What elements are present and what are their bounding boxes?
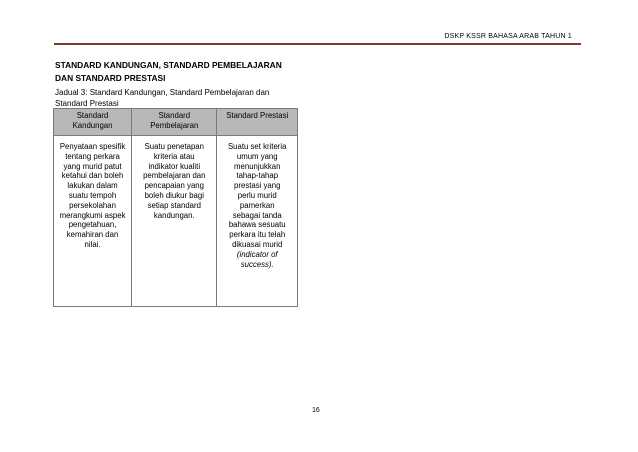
cell-line: pamerkan xyxy=(239,200,275,210)
cell-line: kriteria atau xyxy=(153,151,195,161)
cell-line: boleh diukur bagi xyxy=(144,190,204,200)
header-text: Kandungan xyxy=(72,120,113,130)
header-rule xyxy=(54,43,581,45)
header-standard-pembelajaran xyxy=(132,109,217,136)
cell-line: ketahui dan boleh xyxy=(61,171,124,181)
section-title xyxy=(55,59,282,85)
header-standard-prestasi xyxy=(217,109,298,136)
cell-line: lakukan dalam xyxy=(67,181,118,191)
cell-line-italic: (indicator of xyxy=(236,249,278,259)
cell-line: suatu tempoh xyxy=(68,190,117,200)
cell-line: Suatu set kriteria xyxy=(227,142,287,151)
header-text: Standard Prestasi xyxy=(226,111,289,120)
cell-line: prestasi yang xyxy=(234,181,281,191)
cell-line: nilai. xyxy=(84,239,101,249)
table-header-row xyxy=(54,109,298,136)
cell-kandungan-definition xyxy=(54,136,132,307)
cell-line: yang murid patut xyxy=(63,161,122,171)
table-row xyxy=(54,136,298,307)
cell-line: setiap standard xyxy=(147,200,201,210)
table-caption xyxy=(55,87,295,109)
cell-pembelajaran-definition xyxy=(132,136,217,307)
caption-line-1: Jadual 3: Standard Kandungan, Standard Pembelajaran dan xyxy=(55,88,270,97)
title-line-2: DAN STANDARD PRESTASI xyxy=(55,73,166,83)
cell-line: perkara itu telah xyxy=(229,230,286,240)
header-standard-kandungan xyxy=(54,109,132,136)
cell-line: tahap-tahap xyxy=(236,171,279,181)
header-text: Standard xyxy=(76,111,109,120)
cell-line: perlu murid xyxy=(237,190,277,200)
caption-line-2: Standard Prestasi xyxy=(55,99,119,108)
cell-line-italic: success). xyxy=(240,259,274,269)
cell-line: merangkumi aspek xyxy=(59,210,126,220)
cell-prestasi-definition xyxy=(217,136,298,307)
cell-line: persekolahan xyxy=(69,200,116,210)
cell-line: umum yang xyxy=(236,151,278,161)
cell-line: kandungan. xyxy=(153,210,195,220)
header-text: Pembelajaran xyxy=(150,120,199,130)
running-header: DSKP KSSR BAHASA ARAB TAHUN 1 xyxy=(444,33,572,40)
cell-line: sebagai tanda xyxy=(232,210,282,220)
cell-line: dikuasai murid xyxy=(232,239,283,249)
cell-line: tentang perkara xyxy=(65,151,120,161)
cell-line: kemahiran dan xyxy=(66,230,119,240)
title-line-1: STANDARD KANDUNGAN, STANDARD PEMBELAJARAN xyxy=(55,60,282,70)
cell-line: Suatu penetapan xyxy=(144,142,204,151)
standards-table xyxy=(53,108,298,307)
cell-line: Penyataan spesifik xyxy=(59,142,126,151)
page-number: 16 xyxy=(312,407,320,414)
cell-line: bahawa sesuatu xyxy=(228,220,286,230)
header-text: Standard xyxy=(158,111,191,120)
cell-line: pengetahuan, xyxy=(68,220,117,230)
cell-line: pencapaian yang xyxy=(144,181,204,191)
cell-line: menunjukkan xyxy=(234,161,281,171)
cell-line: indikator kualiti xyxy=(148,161,201,171)
cell-line: pembelajaran dan xyxy=(143,171,206,181)
